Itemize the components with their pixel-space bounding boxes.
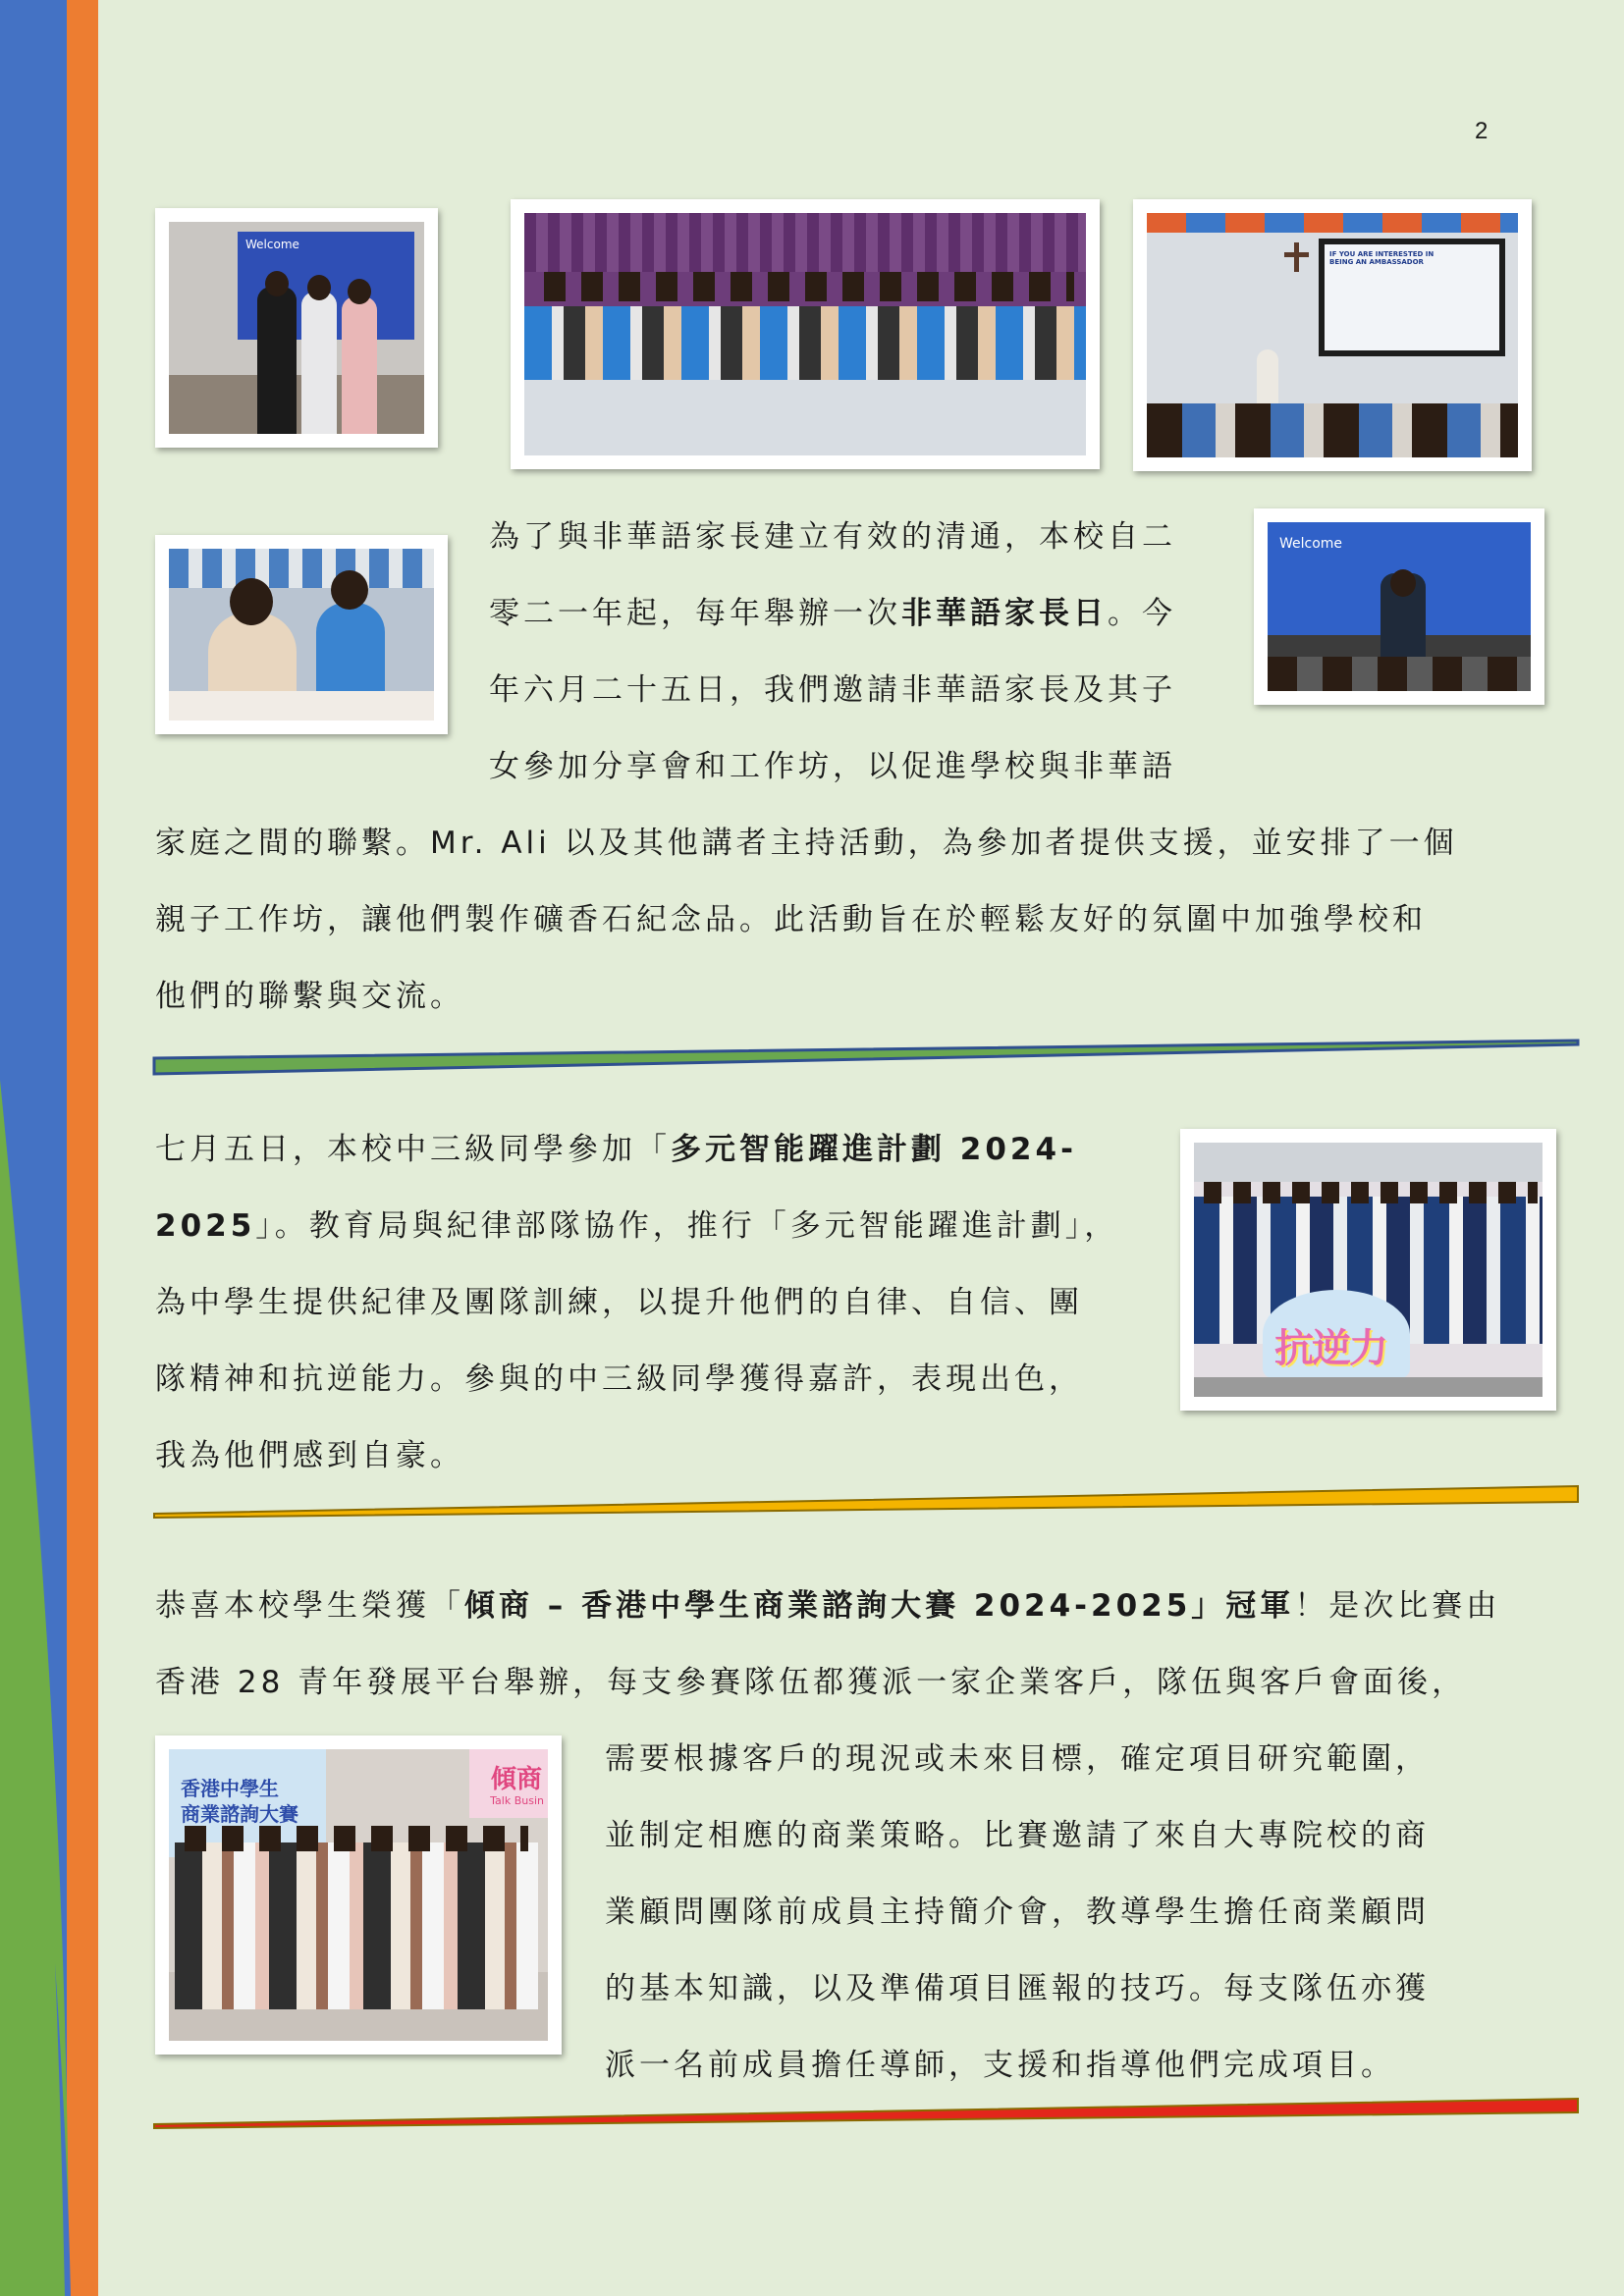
program-name-highlight: 多元智能躍進計劃 2024- — [671, 1132, 1077, 1167]
section2-line-2-text: 」。教育局與紀律部隊協作，推行「多元智能躍進計劃」， — [255, 1208, 1119, 1244]
photo-ambassador-presentation — [1133, 199, 1532, 471]
section3-line-1-text: 恭喜本校學生榮獲「 — [155, 1588, 464, 1624]
divider-1 — [152, 1039, 1581, 1078]
photo-group-hall — [511, 199, 1100, 469]
photo-parent-workshop — [155, 535, 448, 734]
contest-brand-logo: 傾商 — [490, 1765, 542, 1794]
section1-line-4: 女參加分享會和工作坊，以促進學校與非華語 — [489, 749, 1176, 784]
parents-day-highlight: 非華語家長日 — [901, 596, 1108, 631]
section3-line-2: 香港 28 青年發展平台舉辦，每支參賽隊伍都獲派一家企業客戶，隊伍與客戶會面後， — [155, 1665, 1467, 1700]
contest-banner-title-2: 商業諮詢大賽 — [181, 1802, 298, 1826]
section1-line-1: 為了與非華語家長建立有效的清通，本校自二 — [489, 519, 1176, 555]
divider-3 — [152, 2091, 1581, 2130]
section1-line-2 — [489, 575, 1176, 652]
section2-line-2 — [155, 1188, 1118, 1264]
section3-line-7: 派一名前成員擔任導師，支援和指導他們完成項目。 — [605, 2048, 1395, 2083]
section1-line-6: 親子工作坊，讓他們製作礦香石紀念品。此活動旨在於輕鬆友好的氛圍中加強學校和 — [155, 902, 1427, 937]
program-year-highlight: 2025 — [155, 1208, 256, 1244]
page-number: 2 — [1475, 118, 1489, 144]
photo-welcome-staff — [155, 208, 438, 448]
ambassador-screen-text: IF YOU ARE INTERESTED IN BEING AN AMBASSADOR — [1329, 250, 1435, 266]
photo-business-contest — [155, 1735, 562, 2055]
welcome-screen-text: Welcome — [245, 238, 299, 251]
divider-2 — [152, 1482, 1581, 1522]
section2-line-5: 我為他們感到自豪。 — [155, 1438, 464, 1473]
section3-line-6: 的基本知識，以及準備項目匯報的技巧。每支隊伍亦獲 — [605, 1971, 1430, 2006]
section1-line-7: 他們的聯繫與交流。 — [155, 979, 464, 1014]
section2-line-3: 為中學生提供紀律及團隊訓練，以提升他們的自律、自信、團 — [155, 1285, 1083, 1320]
resilience-sign-text: 抗逆力 — [1274, 1326, 1386, 1371]
section1-line-3: 年六月二十五日，我們邀請非華語家長及其子 — [489, 672, 1176, 708]
section1-line-2-text: 零二一年起，每年舉辦一次 — [489, 596, 901, 631]
section3-line-5: 業顧問團隊前成員主持簡介會，教導學生擔任商業顧問 — [605, 1895, 1430, 1930]
photo-disciplined-services — [1180, 1129, 1556, 1411]
section3-line-1 — [155, 1568, 1500, 1644]
section2-line-1-text: 七月五日，本校中三級同學參加「 — [155, 1132, 671, 1167]
contest-banner-title-1: 香港中學生 — [181, 1777, 279, 1800]
contest-brand-en: Talk Busin — [490, 1794, 544, 1807]
section3-line-3: 需要根據客戶的現況或未來目標，確定項目研究範圍， — [605, 1741, 1430, 1777]
section1-line-2-end: 。今 — [1108, 596, 1176, 631]
section3-line-1-end: ！是次比賽由 — [1294, 1588, 1501, 1624]
welcome-screen-text-2: Welcome — [1279, 536, 1343, 552]
section2-line-1 — [155, 1111, 1077, 1188]
section3-line-4: 並制定相應的商業策略。比賽邀請了來自大專院校的商 — [605, 1818, 1430, 1853]
section2-line-4: 隊精神和抗逆能力。參與的中三級同學獲得嘉許，表現出色， — [155, 1362, 1083, 1397]
left-decoration — [0, 0, 108, 2296]
contest-name-highlight: 傾商 – 香港中學生商業諮詢大賽 2024-2025」冠軍 — [464, 1588, 1295, 1624]
section1-line-5: 家庭之間的聯繫。Mr. Ali 以及其他講者主持活動，為參加者提供支援，並安排了一個 — [155, 826, 1458, 861]
photo-speaker-welcome — [1254, 508, 1544, 705]
